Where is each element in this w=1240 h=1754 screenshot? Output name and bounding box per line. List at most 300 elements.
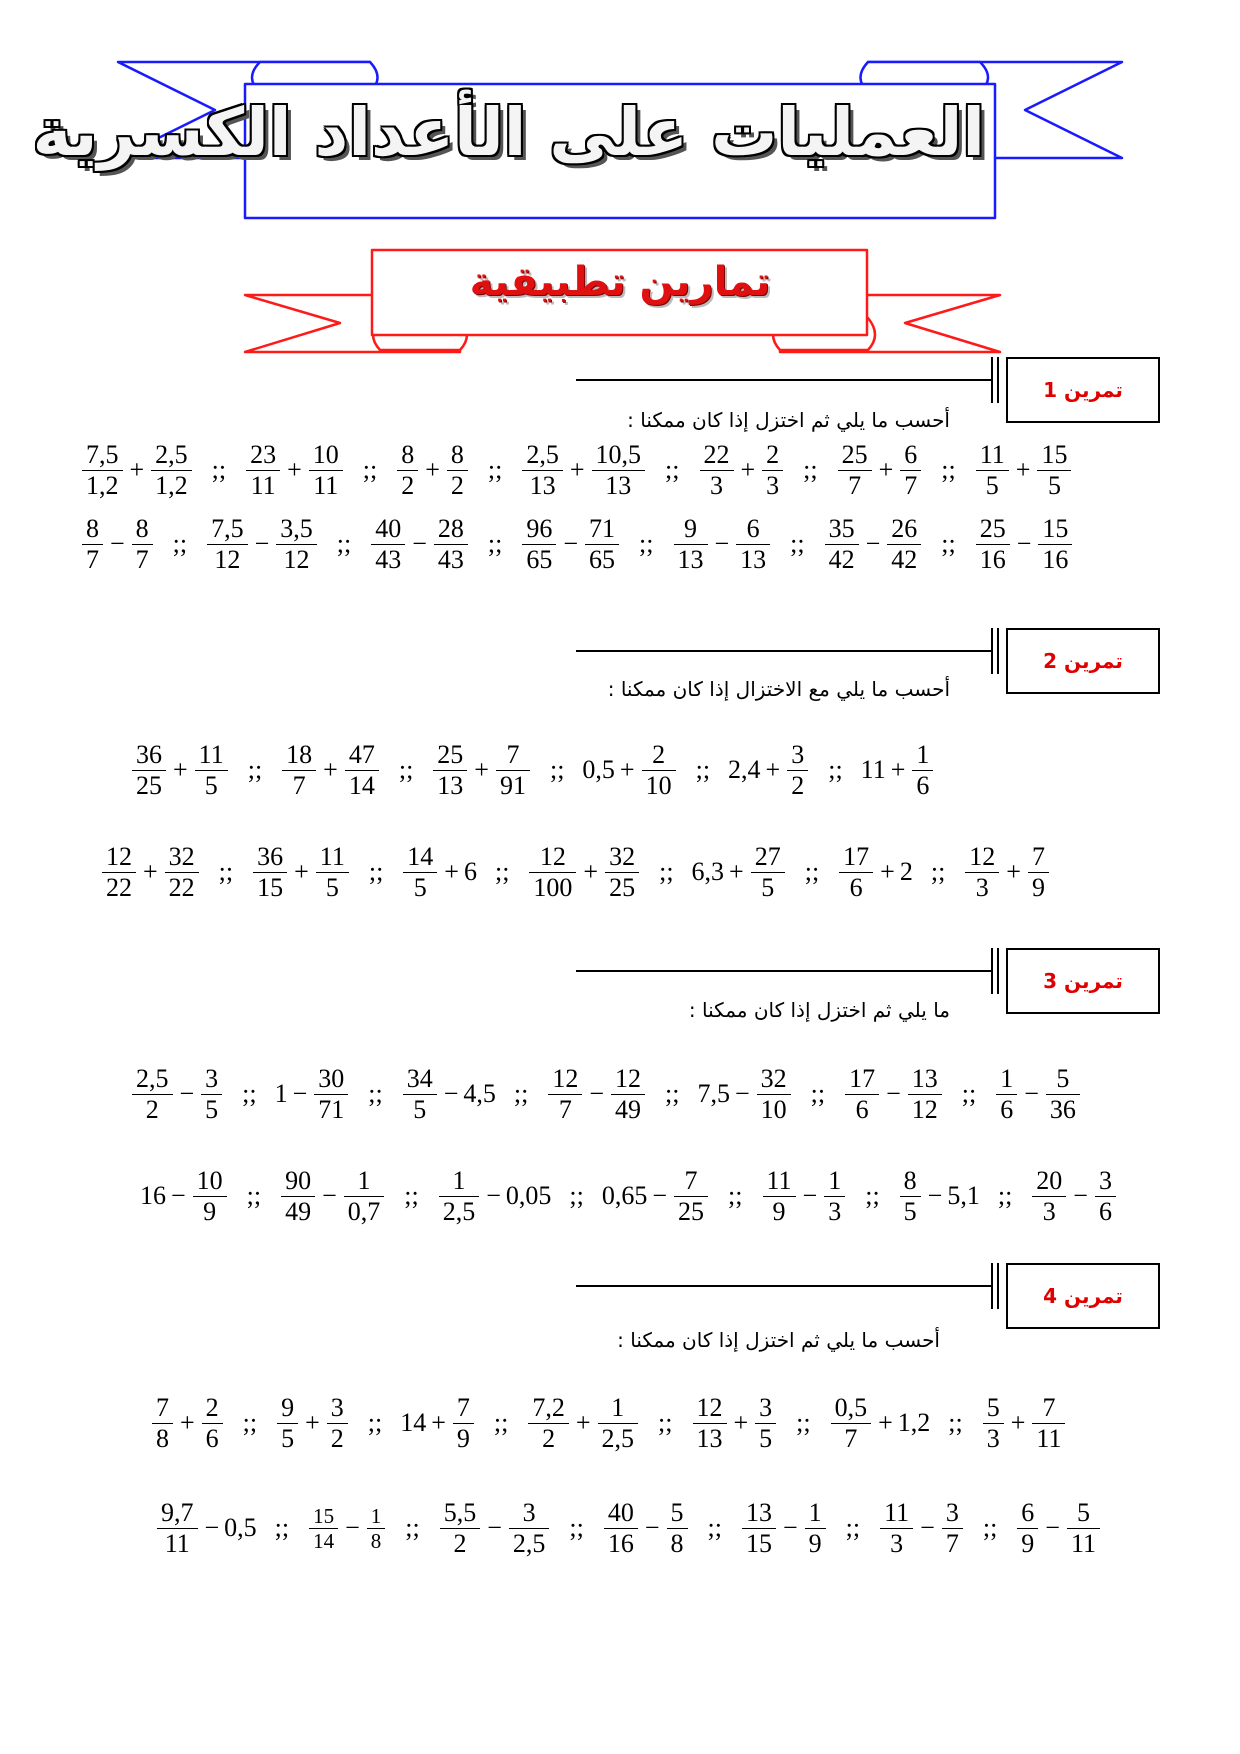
denominator: 22	[106, 872, 132, 902]
denominator: 25	[609, 872, 636, 902]
number: 6	[463, 857, 477, 887]
fraction	[674, 1166, 708, 1227]
numerator: 3	[201, 1064, 222, 1095]
plus-operator: +	[431, 1408, 446, 1438]
numerator: 1	[439, 1166, 480, 1197]
expression	[878, 1498, 965, 1559]
denominator: 2,5	[442, 1196, 476, 1226]
fraction	[1067, 1498, 1100, 1559]
separator: ;;	[865, 1181, 880, 1211]
fraction	[983, 1393, 1004, 1454]
exercise-label-box	[1006, 628, 1160, 694]
separator: ;;	[569, 1181, 584, 1211]
plus-operator: +	[425, 455, 440, 485]
plus-operator: +	[878, 455, 894, 485]
expression-row	[80, 1166, 1220, 1227]
plus-operator: +	[323, 755, 338, 785]
minus-operator: −	[254, 529, 270, 559]
denominator: 6	[855, 1094, 869, 1124]
minus-operator: −	[783, 1513, 798, 1543]
number: 4,5	[463, 1079, 496, 1109]
fraction	[440, 1498, 481, 1559]
denominator: 43	[375, 544, 402, 574]
fraction	[824, 1166, 845, 1227]
denominator: 65	[526, 544, 553, 574]
fraction	[345, 740, 379, 801]
numerator: 11	[316, 842, 349, 873]
expression	[140, 1166, 229, 1227]
fraction	[246, 440, 280, 501]
expression	[80, 514, 155, 575]
fraction	[277, 1393, 298, 1454]
numerator: 71	[585, 514, 619, 545]
minus-operator: −	[1016, 529, 1032, 559]
numerator: 1	[996, 1064, 1017, 1095]
numerator: 36	[132, 740, 166, 771]
expression	[829, 1393, 931, 1454]
fraction	[132, 1064, 173, 1125]
denominator: 42	[828, 544, 855, 574]
number: 16	[140, 1181, 166, 1211]
expression	[244, 440, 345, 501]
exercise-instruction: أحسب ما يلي ثم اختزل إذا كان ممكنا :	[617, 1328, 940, 1352]
numerator: 2	[202, 1393, 223, 1424]
number: 11	[860, 755, 886, 785]
separator: ;;	[172, 529, 188, 559]
numerator: 6	[1017, 1498, 1038, 1529]
fraction	[82, 440, 123, 501]
numerator: 2	[762, 440, 783, 471]
denominator: 12	[214, 544, 241, 574]
separator: ;;	[982, 1513, 998, 1543]
fraction	[1037, 440, 1071, 501]
numerator: 5	[667, 1498, 688, 1529]
denominator: 9	[456, 1423, 470, 1453]
fraction	[838, 440, 872, 501]
denominator: 1,2	[155, 470, 188, 500]
fraction	[496, 740, 530, 801]
expression	[698, 440, 786, 501]
numerator: 30	[314, 1064, 348, 1095]
numerator: 8	[900, 1166, 921, 1197]
denominator: 2,5	[512, 1528, 546, 1558]
expression-row	[80, 1498, 1235, 1559]
denominator: 2	[401, 470, 415, 500]
separator: ;;	[493, 1408, 509, 1438]
denominator: 13	[529, 470, 556, 500]
numerator: 0,5	[831, 1393, 872, 1424]
exercise-divider-tick	[991, 357, 999, 403]
fraction	[604, 1498, 638, 1559]
separator: ;;	[242, 1408, 258, 1438]
fraction	[371, 514, 405, 575]
separator: ;;	[948, 1408, 963, 1438]
number: 1	[274, 1079, 288, 1109]
expression	[963, 842, 1051, 903]
denominator: 0,7	[347, 1196, 381, 1226]
minus-operator: −	[1045, 1513, 1060, 1543]
denominator: 36	[1049, 1094, 1076, 1124]
separator: ;;	[494, 857, 510, 887]
fraction	[309, 440, 343, 501]
plus-operator: +	[733, 1408, 749, 1438]
separator: ;;	[246, 1181, 262, 1211]
number: 0,5	[224, 1513, 257, 1543]
fraction	[207, 514, 248, 575]
fraction	[742, 1498, 776, 1559]
minus-operator: −	[865, 529, 881, 559]
expression	[898, 1166, 980, 1227]
plus-operator: +	[1006, 857, 1021, 887]
plus-operator: +	[1015, 455, 1031, 485]
denominator: 2	[330, 1423, 344, 1453]
numerator: 7	[453, 1393, 474, 1424]
fraction	[453, 1393, 474, 1454]
fraction	[132, 514, 153, 575]
expression	[130, 740, 230, 801]
separator: ;;	[790, 529, 805, 559]
number: 1,2	[897, 1408, 931, 1438]
expression	[395, 440, 470, 501]
denominator: 7	[135, 544, 149, 574]
fraction	[367, 1504, 386, 1553]
expression	[401, 842, 477, 903]
fraction	[522, 514, 556, 575]
separator: ;;	[930, 857, 946, 887]
fraction	[757, 1064, 791, 1125]
fraction	[82, 514, 103, 575]
numerator: 13	[908, 1064, 942, 1095]
denominator: 100	[533, 872, 573, 902]
denominator: 5	[281, 1423, 295, 1453]
plus-operator: +	[305, 1408, 320, 1438]
denominator: 3	[986, 1423, 1000, 1453]
plus-operator: +	[619, 755, 635, 785]
fraction	[736, 514, 770, 575]
exercise-label: تمرين 2	[1043, 649, 1123, 673]
separator: ;;	[569, 1513, 584, 1543]
fraction	[1046, 1064, 1080, 1125]
denominator: 7	[844, 1423, 858, 1453]
denominator: 25	[136, 770, 162, 800]
numerator: 5	[1067, 1498, 1100, 1529]
numerator: 32	[605, 842, 639, 873]
numerator: 7	[674, 1166, 708, 1197]
plus-operator: +	[740, 455, 756, 485]
fraction	[195, 740, 228, 801]
separator: ;;	[218, 857, 234, 887]
number: 2,4	[728, 755, 761, 785]
numerator: 5	[983, 1393, 1004, 1424]
denominator: 1,2	[86, 470, 119, 500]
plus-operator: +	[143, 857, 158, 887]
numerator: 13	[742, 1498, 776, 1529]
expression	[1030, 1166, 1118, 1227]
numerator: 9,7	[157, 1498, 198, 1529]
exercise-label: تمرين 4	[1043, 1284, 1123, 1308]
fraction	[157, 1498, 198, 1559]
numerator: 11	[763, 1166, 796, 1197]
expression	[205, 514, 319, 575]
expression	[275, 1064, 351, 1125]
separator: ;;	[639, 529, 654, 559]
denominator: 2	[145, 1094, 159, 1124]
expression	[836, 440, 924, 501]
fraction	[522, 440, 563, 501]
denominator: 6	[205, 1423, 219, 1453]
expression-row	[80, 514, 1160, 575]
denominator: 12	[283, 544, 310, 574]
fraction	[434, 514, 468, 575]
page-title: العمليات على الأعداد الكسرية	[32, 94, 985, 171]
denominator: 65	[589, 544, 616, 574]
numerator: 20	[1032, 1166, 1066, 1197]
separator: ;;	[211, 455, 227, 485]
minus-operator: −	[652, 1181, 668, 1211]
expression	[80, 440, 194, 501]
numerator: 5,5	[440, 1498, 481, 1529]
fraction	[667, 1498, 688, 1559]
denominator: 3	[828, 1196, 842, 1226]
numerator: 12	[611, 1064, 645, 1095]
numerator: 7	[496, 740, 530, 771]
fraction	[403, 1064, 437, 1125]
denominator: 5	[205, 1094, 219, 1124]
separator: ;;	[804, 857, 820, 887]
numerator: 17	[839, 842, 873, 873]
fraction	[763, 1166, 796, 1227]
expression	[974, 440, 1074, 501]
expression	[761, 1166, 848, 1227]
separator: ;;	[707, 1513, 722, 1543]
exercise-divider-tick	[991, 628, 999, 674]
minus-operator: −	[487, 1513, 502, 1543]
denominator: 5	[325, 872, 339, 902]
denominator: 15	[257, 872, 284, 902]
denominator: 9	[1021, 1528, 1035, 1558]
expression	[280, 740, 381, 801]
numerator: 27	[751, 842, 785, 873]
numerator: 1	[805, 1498, 826, 1529]
denominator: 11	[1036, 1423, 1062, 1453]
minus-operator: −	[886, 1079, 901, 1109]
fraction	[605, 842, 639, 903]
numerator: 12	[548, 1064, 582, 1095]
expression	[974, 514, 1075, 575]
plus-operator: +	[575, 1408, 591, 1438]
separator: ;;	[728, 1181, 743, 1211]
number: 5,1	[947, 1181, 980, 1211]
denominator: 14	[313, 1528, 335, 1553]
expression-row	[80, 440, 1160, 501]
fraction	[825, 514, 859, 575]
expression	[994, 1064, 1082, 1125]
expression	[1015, 1498, 1102, 1559]
numerator: 7	[1032, 1393, 1065, 1424]
numerator: 15	[1038, 514, 1072, 545]
expression	[546, 1064, 647, 1125]
denominator: 6	[1098, 1196, 1112, 1226]
numerator: 25	[976, 514, 1010, 545]
denominator: 16	[979, 544, 1006, 574]
fraction	[887, 514, 921, 575]
numerator: 32	[165, 842, 199, 873]
fraction	[165, 842, 199, 903]
fraction	[1095, 1166, 1116, 1227]
fraction	[900, 440, 921, 501]
numerator: 9	[277, 1393, 298, 1424]
numerator: 10,5	[592, 440, 646, 471]
separator: ;;	[695, 755, 711, 785]
plus-operator: +	[569, 455, 585, 485]
separator: ;;	[828, 755, 843, 785]
expression	[692, 842, 787, 903]
fraction	[253, 842, 287, 903]
numerator: 2,5	[132, 1064, 173, 1095]
denominator: 2	[791, 770, 805, 800]
expression	[740, 1498, 828, 1559]
expression	[150, 1393, 225, 1454]
separator: ;;	[247, 755, 263, 785]
denominator: 7	[558, 1094, 572, 1124]
denominator: 49	[285, 1196, 312, 1226]
fraction	[880, 1498, 913, 1559]
separator: ;;	[659, 857, 674, 887]
fraction	[528, 1393, 569, 1454]
denominator: 5	[903, 1196, 917, 1226]
number: 2	[899, 857, 913, 887]
title-ribbon	[0, 0, 1240, 380]
fraction	[403, 842, 437, 903]
denominator: 6	[916, 770, 930, 800]
numerator: 8	[397, 440, 418, 471]
minus-operator: −	[292, 1079, 308, 1109]
fraction	[193, 1166, 227, 1227]
number: 7,5	[697, 1079, 730, 1109]
fraction	[548, 1064, 582, 1125]
denominator: 8	[370, 1528, 382, 1553]
denominator: 2	[453, 1528, 467, 1558]
fraction	[102, 842, 136, 903]
numerator: 15	[1037, 440, 1071, 471]
denominator: 11	[164, 1528, 190, 1558]
denominator: 3	[890, 1528, 904, 1558]
denominator: 13	[437, 770, 464, 800]
exercise-divider-tick	[991, 948, 999, 994]
fraction	[592, 440, 646, 501]
denominator: 9	[808, 1528, 822, 1558]
fraction	[700, 440, 734, 501]
denominator: 10	[645, 770, 672, 800]
fraction	[755, 1393, 776, 1454]
minus-operator: −	[920, 1513, 935, 1543]
separator: ;;	[368, 1079, 383, 1109]
numerator: 5	[1046, 1064, 1080, 1095]
expression-row	[80, 740, 1210, 801]
separator: ;;	[513, 1079, 529, 1109]
minus-operator: −	[563, 529, 579, 559]
numerator: 35	[825, 514, 859, 545]
numerator: 1	[912, 740, 933, 771]
denominator: 8	[156, 1423, 169, 1453]
fraction	[327, 1393, 348, 1454]
minus-operator: −	[735, 1079, 750, 1109]
fraction	[751, 842, 785, 903]
numerator: 3,5	[276, 514, 317, 545]
numerator: 7,5	[207, 514, 248, 545]
denominator: 9	[203, 1196, 217, 1226]
numerator: 28	[434, 514, 468, 545]
fraction	[912, 740, 933, 801]
numerator: 1	[824, 1166, 845, 1197]
plus-operator: +	[729, 857, 744, 887]
numerator: 90	[281, 1166, 315, 1197]
minus-operator: −	[345, 1513, 360, 1543]
fraction	[942, 1498, 963, 1559]
numerator: 11	[880, 1498, 913, 1529]
fraction	[965, 842, 999, 903]
minus-operator: −	[412, 529, 427, 559]
expression-row	[80, 1393, 1230, 1454]
numerator: 10	[193, 1166, 227, 1197]
plus-operator: +	[878, 1408, 893, 1438]
expression	[369, 514, 470, 575]
denominator: 3	[766, 470, 780, 500]
fraction	[201, 1064, 222, 1125]
fraction	[900, 1166, 921, 1227]
denominator: 7	[86, 544, 99, 574]
numerator: 10	[309, 440, 343, 471]
numerator: 11	[976, 440, 1009, 471]
denominator: 71	[318, 1094, 345, 1124]
separator: ;;	[665, 455, 680, 485]
expression	[438, 1498, 552, 1559]
denominator: 13	[677, 544, 704, 574]
separator: ;;	[796, 1408, 811, 1438]
fraction	[762, 440, 783, 501]
plus-operator: +	[294, 857, 309, 887]
numerator: 8	[132, 514, 153, 545]
separator: ;;	[658, 1408, 673, 1438]
numerator: 3	[1095, 1166, 1116, 1197]
denominator: 12	[911, 1094, 938, 1124]
denominator: 22	[168, 872, 195, 902]
denominator: 13	[696, 1423, 723, 1453]
numerator: 12	[102, 842, 136, 873]
numerator: 15	[309, 1504, 338, 1529]
number: 6,3	[691, 857, 725, 887]
plus-operator: +	[180, 1408, 195, 1438]
denominator: 49	[615, 1094, 642, 1124]
numerator: 1	[344, 1166, 385, 1197]
denominator: 43	[437, 544, 464, 574]
plus-operator: +	[129, 455, 145, 485]
fraction	[787, 740, 808, 801]
denominator: 5	[759, 1423, 773, 1453]
expression	[431, 740, 532, 801]
denominator: 15	[746, 1528, 772, 1558]
numerator: 12	[965, 842, 999, 873]
fraction	[529, 842, 576, 903]
numerator: 9	[674, 514, 708, 545]
fraction	[447, 440, 468, 501]
separator: ;;	[665, 1079, 680, 1109]
expression	[861, 740, 936, 801]
denominator: 42	[891, 544, 918, 574]
separator: ;;	[367, 1408, 383, 1438]
denominator: 5	[413, 1094, 427, 1124]
denominator: 7	[945, 1528, 959, 1558]
